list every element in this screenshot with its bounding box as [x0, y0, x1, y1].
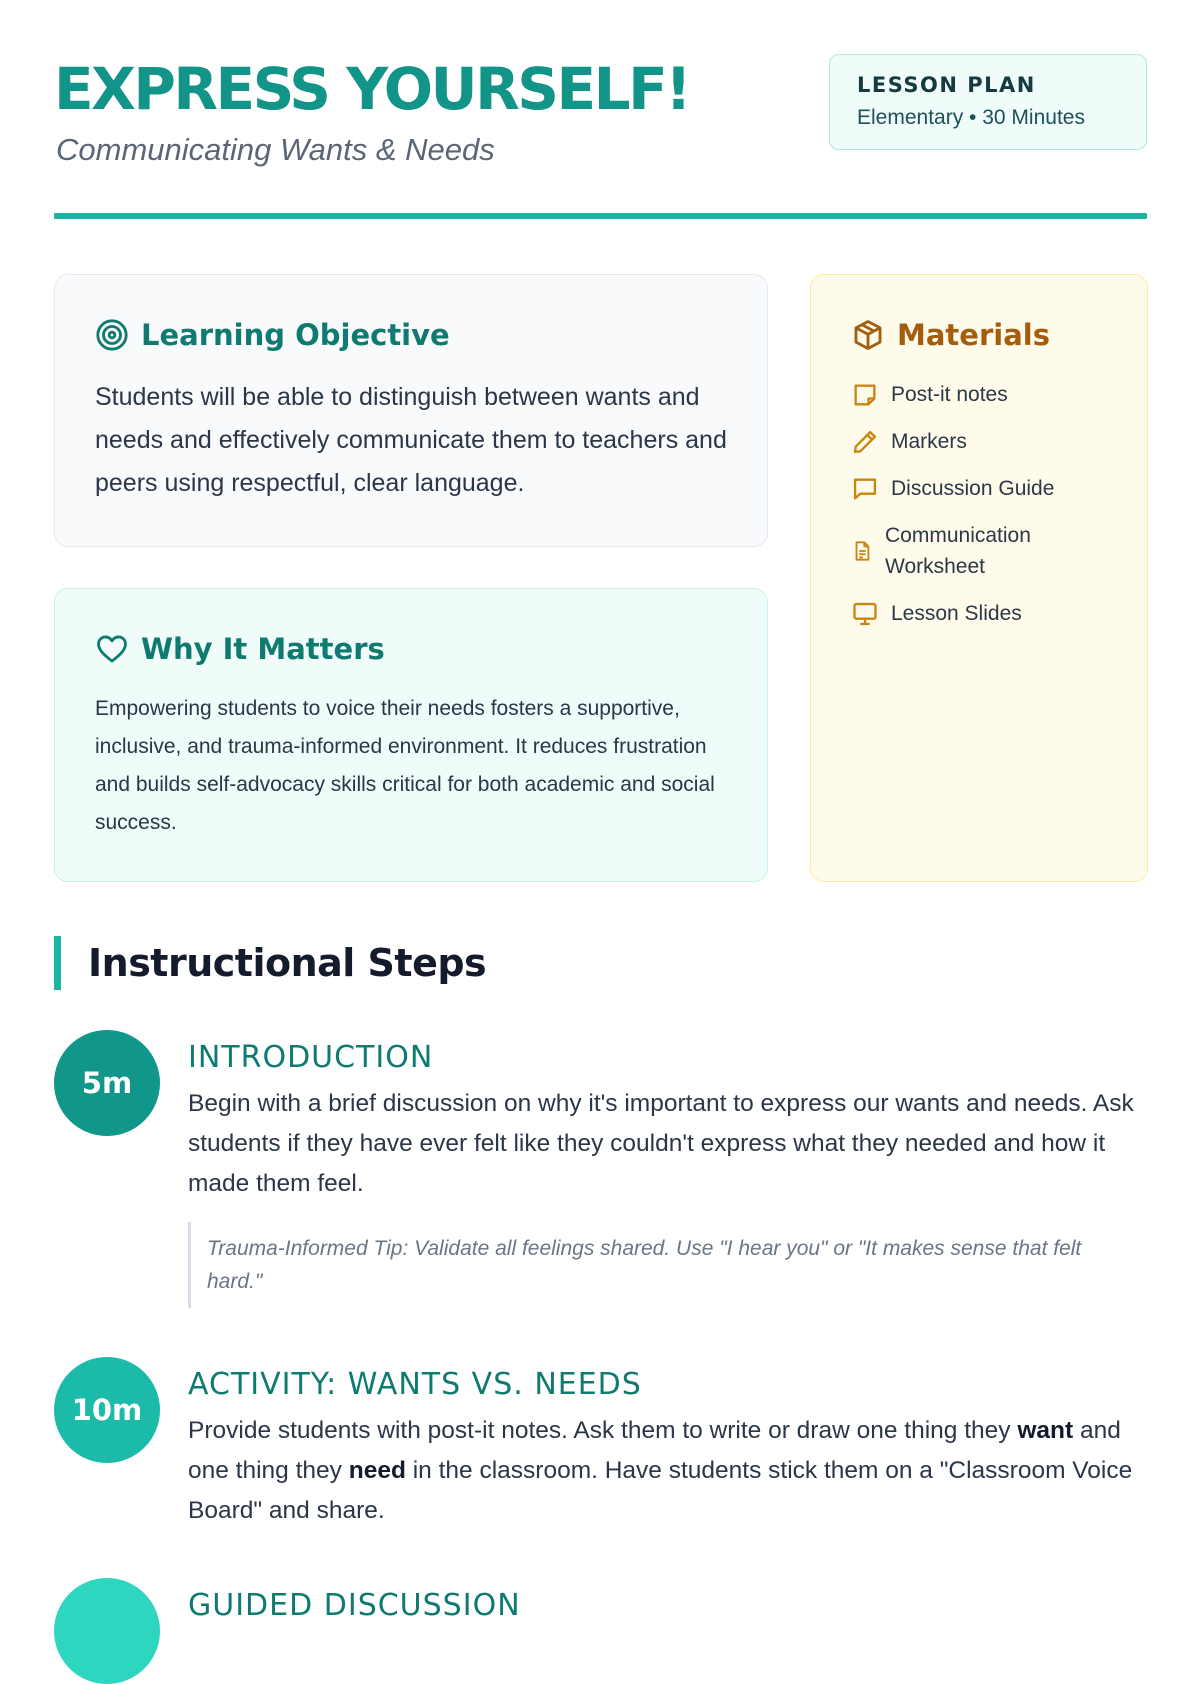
list-item — [851, 473, 1091, 504]
page-title: EXPRESS YOURSELF! — [54, 55, 690, 123]
list-item — [851, 379, 1091, 410]
badge-label: LESSON PLAN — [857, 73, 1036, 97]
target-icon — [95, 318, 129, 352]
presentation-icon — [851, 600, 879, 628]
why-title: Why It Matters — [141, 632, 385, 666]
step-duration-badge: 5m — [54, 1030, 160, 1136]
lesson-plan-badge — [829, 54, 1147, 150]
trauma-informed-tip: Trauma-Informed Tip: Validate all feelings shared. Use "I hear you" or "It makes sense that felt hard." — [188, 1222, 1088, 1308]
emphasis-need: need — [348, 1457, 406, 1484]
materials-card — [810, 274, 1148, 882]
text-segment: Provide students with post-it notes. Ask them to write or draw one thing they — [188, 1417, 1018, 1444]
header-divider — [54, 213, 1147, 219]
text-segment: in the classroom. Have students stick them on a "Classroom Voice Board" and share. — [188, 1457, 1133, 1524]
why-it-matters-card — [54, 588, 768, 882]
step-duration-badge: 10m — [54, 1357, 160, 1463]
pencil-icon — [851, 428, 879, 456]
step-text: Begin with a brief discussion on why it's important to express our wants and needs. Ask students if they have ever felt like they couldn't express what they needed and how it made them feel. — [188, 1090, 1134, 1197]
step-title: GUIDED DISCUSSION — [188, 1588, 521, 1623]
list-item — [851, 598, 1091, 629]
objective-text: Students will be able to distinguish between wants and needs and effectively communicate them to teachers and peers using respectful, clear language. — [95, 383, 727, 497]
text-segment: and one thing they — [188, 1417, 1121, 1484]
material-label: Discussion Guide — [891, 477, 1055, 500]
package-icon — [851, 318, 885, 352]
why-text: Empowering students to voice their needs fosters a supportive, inclusive, and trauma-informed environment. It reduces frustration and builds self-advocacy skills critical for both academic and social success. — [95, 697, 715, 834]
material-label: Lesson Slides — [891, 602, 1022, 625]
learning-objective-card — [54, 274, 768, 547]
material-label: Post-it notes — [891, 383, 1008, 406]
sticky-note-icon — [851, 381, 879, 409]
step-title: ACTIVITY: WANTS VS. NEEDS — [188, 1367, 642, 1402]
step-duration-badge — [54, 1578, 160, 1684]
badge-details: Elementary • 30 Minutes — [857, 106, 1085, 129]
step-guided-discussion — [54, 1578, 1147, 1623]
section-accent-bar — [54, 936, 61, 990]
step-title: INTRODUCTION — [188, 1040, 434, 1075]
lesson-header — [54, 52, 1147, 222]
materials-title: Materials — [897, 318, 1050, 352]
materials-list — [851, 379, 1091, 645]
step-activity — [54, 1357, 1147, 1547]
section-title: Instructional Steps — [88, 941, 487, 985]
page-subtitle: Communicating Wants & Needs — [56, 132, 495, 167]
step-text — [188, 1411, 1140, 1531]
list-item — [851, 520, 1091, 582]
objective-title: Learning Objective — [141, 318, 450, 352]
emphasis-want: want — [1017, 1417, 1074, 1444]
heart-icon — [95, 632, 129, 666]
material-label: Markers — [891, 430, 967, 453]
step-introduction — [54, 1030, 1147, 1320]
chat-bubble-icon — [851, 475, 879, 503]
material-label: Communication Worksheet — [885, 524, 1031, 578]
document-icon — [851, 540, 873, 562]
list-item — [851, 426, 1091, 457]
